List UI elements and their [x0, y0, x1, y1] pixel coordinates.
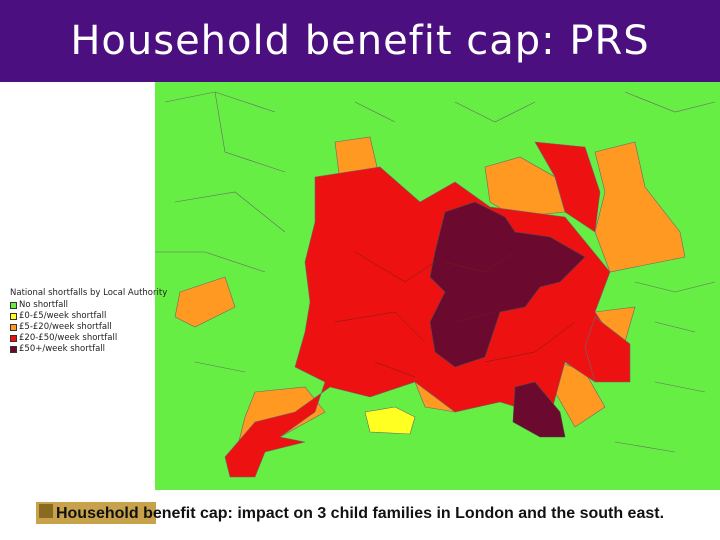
map	[155, 82, 720, 490]
legend-swatch	[10, 313, 17, 320]
legend-label: £5-£20/week shortfall	[19, 322, 112, 332]
map-legend	[8, 288, 168, 362]
caption: Household benefit cap: impact on 3 child families in London and the south east.	[55, 505, 665, 522]
legend-label: £0-£5/week shortfall	[19, 311, 107, 321]
legend-item	[10, 300, 68, 310]
legend-item	[10, 311, 106, 321]
legend-swatch	[10, 302, 17, 309]
legend-swatch	[10, 346, 17, 353]
legend-item	[10, 344, 105, 354]
slide-title: Household benefit cap: PRS	[70, 18, 650, 64]
legend-item	[10, 322, 112, 332]
title-bar	[0, 0, 720, 82]
legend-item	[10, 333, 117, 343]
legend-swatch	[10, 335, 17, 342]
legend-label: No shortfall	[19, 300, 69, 310]
legend-swatch	[10, 324, 17, 331]
legend-label: £50+/week shortfall	[19, 344, 106, 354]
legend-label: £20-£50/week shortfall	[19, 333, 118, 343]
legend-title: National shortfalls by Local Authority	[10, 288, 168, 298]
